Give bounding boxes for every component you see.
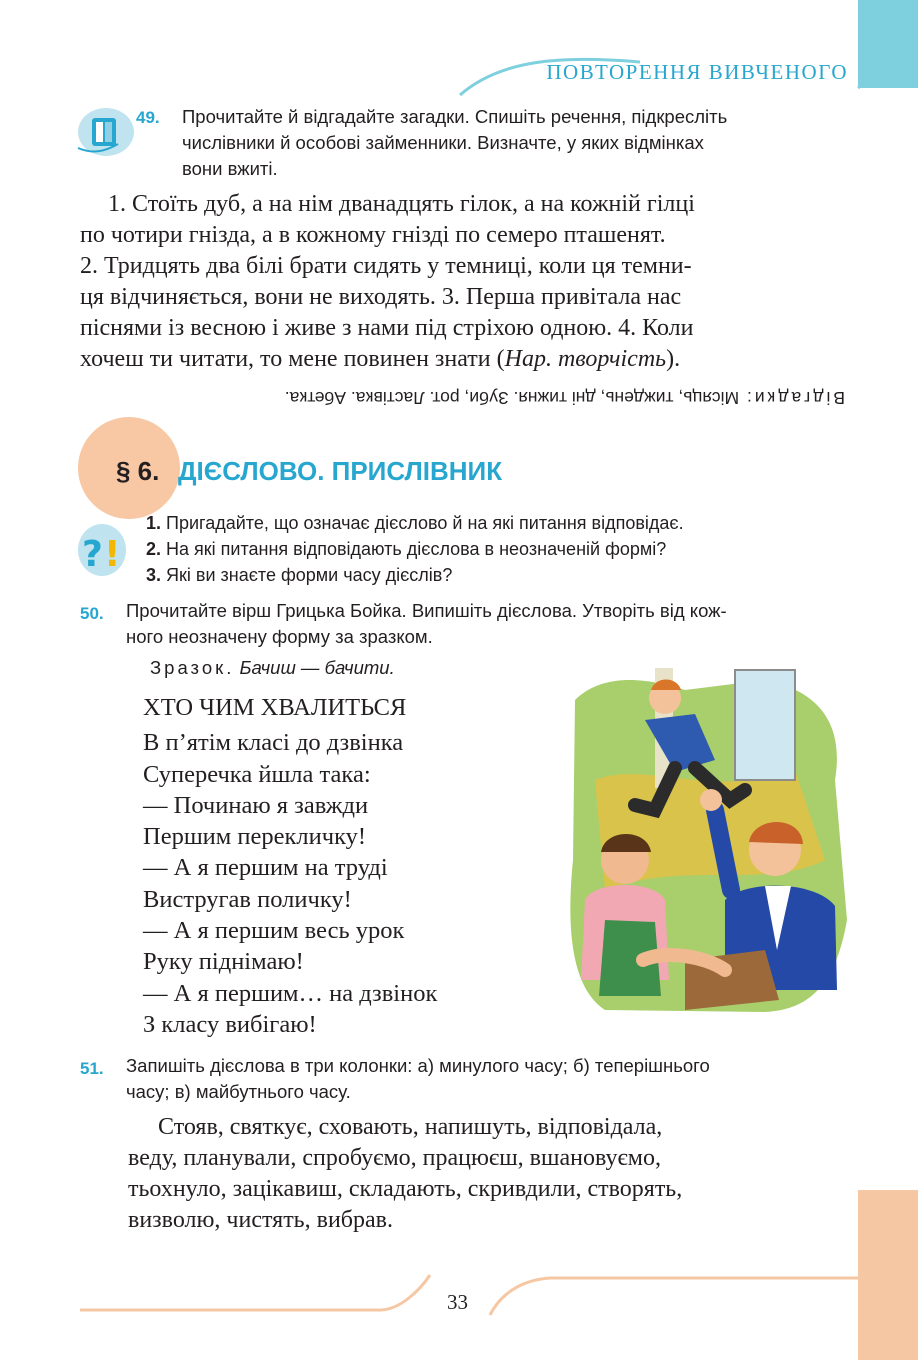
poem-line: В п’ятім класі до дзвінка <box>143 729 404 757</box>
instruction-line: ного неозначену форму за зразком. <box>126 626 433 647</box>
exercise-50-instruction <box>126 598 846 650</box>
poem-line: Руку піднімаю! <box>143 948 304 976</box>
riddle-line-text: хочеш ти читати, то мене повинен знати ( <box>80 346 505 372</box>
book-icon <box>74 104 136 160</box>
poem-line: Вистругав поличку! <box>143 885 352 913</box>
question-text: На які питання відповідають дієслова в неозначеній формі? <box>166 539 667 559</box>
question-num: 1. <box>146 513 162 533</box>
riddle-line: по чотири гнізда, а в кожному гнізді по семеро пташенят. <box>80 222 666 248</box>
footer-swoosh <box>80 1270 860 1320</box>
poem-line: Першим перекличку! <box>143 823 367 851</box>
exercise-49-instruction <box>182 104 847 182</box>
verbs-list <box>128 1112 845 1236</box>
page-number: 33 <box>447 1290 468 1314</box>
verbs-line: Стояв, святкує, сховають, напишуть, відповідала, <box>158 1114 663 1140</box>
exercise-51-number: 51. <box>80 1059 104 1078</box>
poem-line: З класу вибігаю! <box>143 1010 317 1038</box>
exercise-49-number: 49. <box>136 108 160 127</box>
corner-decoration-peach <box>858 1190 918 1360</box>
verbs-line: визволю, чистять, вибрав. <box>128 1207 393 1233</box>
riddle-answers-upside-down <box>125 387 845 408</box>
verbs-line: веду, планували, спробуємо, працюєш, вшановуємо, <box>128 1145 661 1171</box>
poem-line: — А я першим на труді <box>143 854 388 882</box>
instruction-line: числівники й особові займенники. Визначте, у яких відмінках <box>182 132 704 153</box>
question-exclamation-icon <box>76 522 128 578</box>
question-text: Пригадайте, що означає дієслово й на які питання відповідає. <box>166 513 684 533</box>
review-question <box>146 536 684 562</box>
verbs-line: тьохнуло, зацікавиш, складають, скривдили, створять, <box>128 1176 683 1202</box>
question-text: Які ви знаєте форми часу дієслів? <box>166 565 453 585</box>
exercise-51-instruction <box>126 1053 846 1105</box>
riddle-source: Нар. творчість <box>504 346 667 372</box>
boys-illustration <box>565 660 847 1020</box>
sample-line <box>150 655 395 681</box>
instruction-line: Запишіть дієслова в три колонки: а) минулого часу; б) теперішнього <box>126 1055 710 1076</box>
sample-label: Зразок. <box>150 657 235 678</box>
poem-title: ХТО ЧИМ ХВАЛИТЬСЯ <box>143 694 407 721</box>
question-num: 2. <box>146 539 162 559</box>
exercise-50-number: 50. <box>80 604 104 623</box>
riddle-line: 2. Тридцять два білі брати сидять у темниці, коли ця темни- <box>80 253 692 279</box>
riddle-line: піснями із весною і живе з нами під стріхою одною. 4. Коли <box>80 315 694 341</box>
header-title: ПОВТОРЕННЯ ВИВЧЕНОГО <box>546 60 848 84</box>
sample-text: Бачиш — бачити. <box>239 657 395 678</box>
svg-text:?: ? <box>82 534 103 575</box>
riddle-line: ця відчиняється, вони не виходять. 3. Перша привітала нас <box>80 284 682 310</box>
riddle-line-end: ). <box>666 346 681 372</box>
poem-line: — А я першим весь урок <box>143 917 405 945</box>
riddles-text <box>80 189 845 375</box>
poem <box>143 692 437 1040</box>
instruction-line: вони вжиті. <box>182 158 278 179</box>
instruction-line: Прочитайте вірш Грицька Бойка. Випишіть дієслова. Утворіть від кож- <box>126 600 727 621</box>
section-title: ДІЄСЛОВО. ПРИСЛІВНИК <box>178 456 503 486</box>
question-num: 3. <box>146 565 162 585</box>
review-question <box>146 510 684 536</box>
section-number: § 6. <box>116 456 160 486</box>
riddle-last-line <box>80 344 845 375</box>
answers-text: Місяць, тиждень, дні тижня. Зуби, рот. Ластівка. Абетка. <box>284 388 740 408</box>
review-questions <box>146 510 684 588</box>
instruction-line: Прочитайте й відгадайте загадки. Спишіть речення, підкресліть <box>182 106 728 127</box>
header-swoosh <box>440 0 918 100</box>
riddle-line: 1. Стоїть дуб, а на нім дванадцять гілок, а на кожній гілці <box>108 191 695 217</box>
answers-label: Відгадки: <box>743 388 845 408</box>
poem-line: — Починаю я завжди <box>143 791 369 819</box>
poem-line: Суперечка йшла така: <box>143 760 371 788</box>
instruction-line: часу; в) майбутнього часу. <box>126 1081 351 1102</box>
review-question <box>146 562 684 588</box>
poem-line: — А я першим… на дзвінок <box>143 979 438 1007</box>
svg-text:!: ! <box>104 534 121 575</box>
